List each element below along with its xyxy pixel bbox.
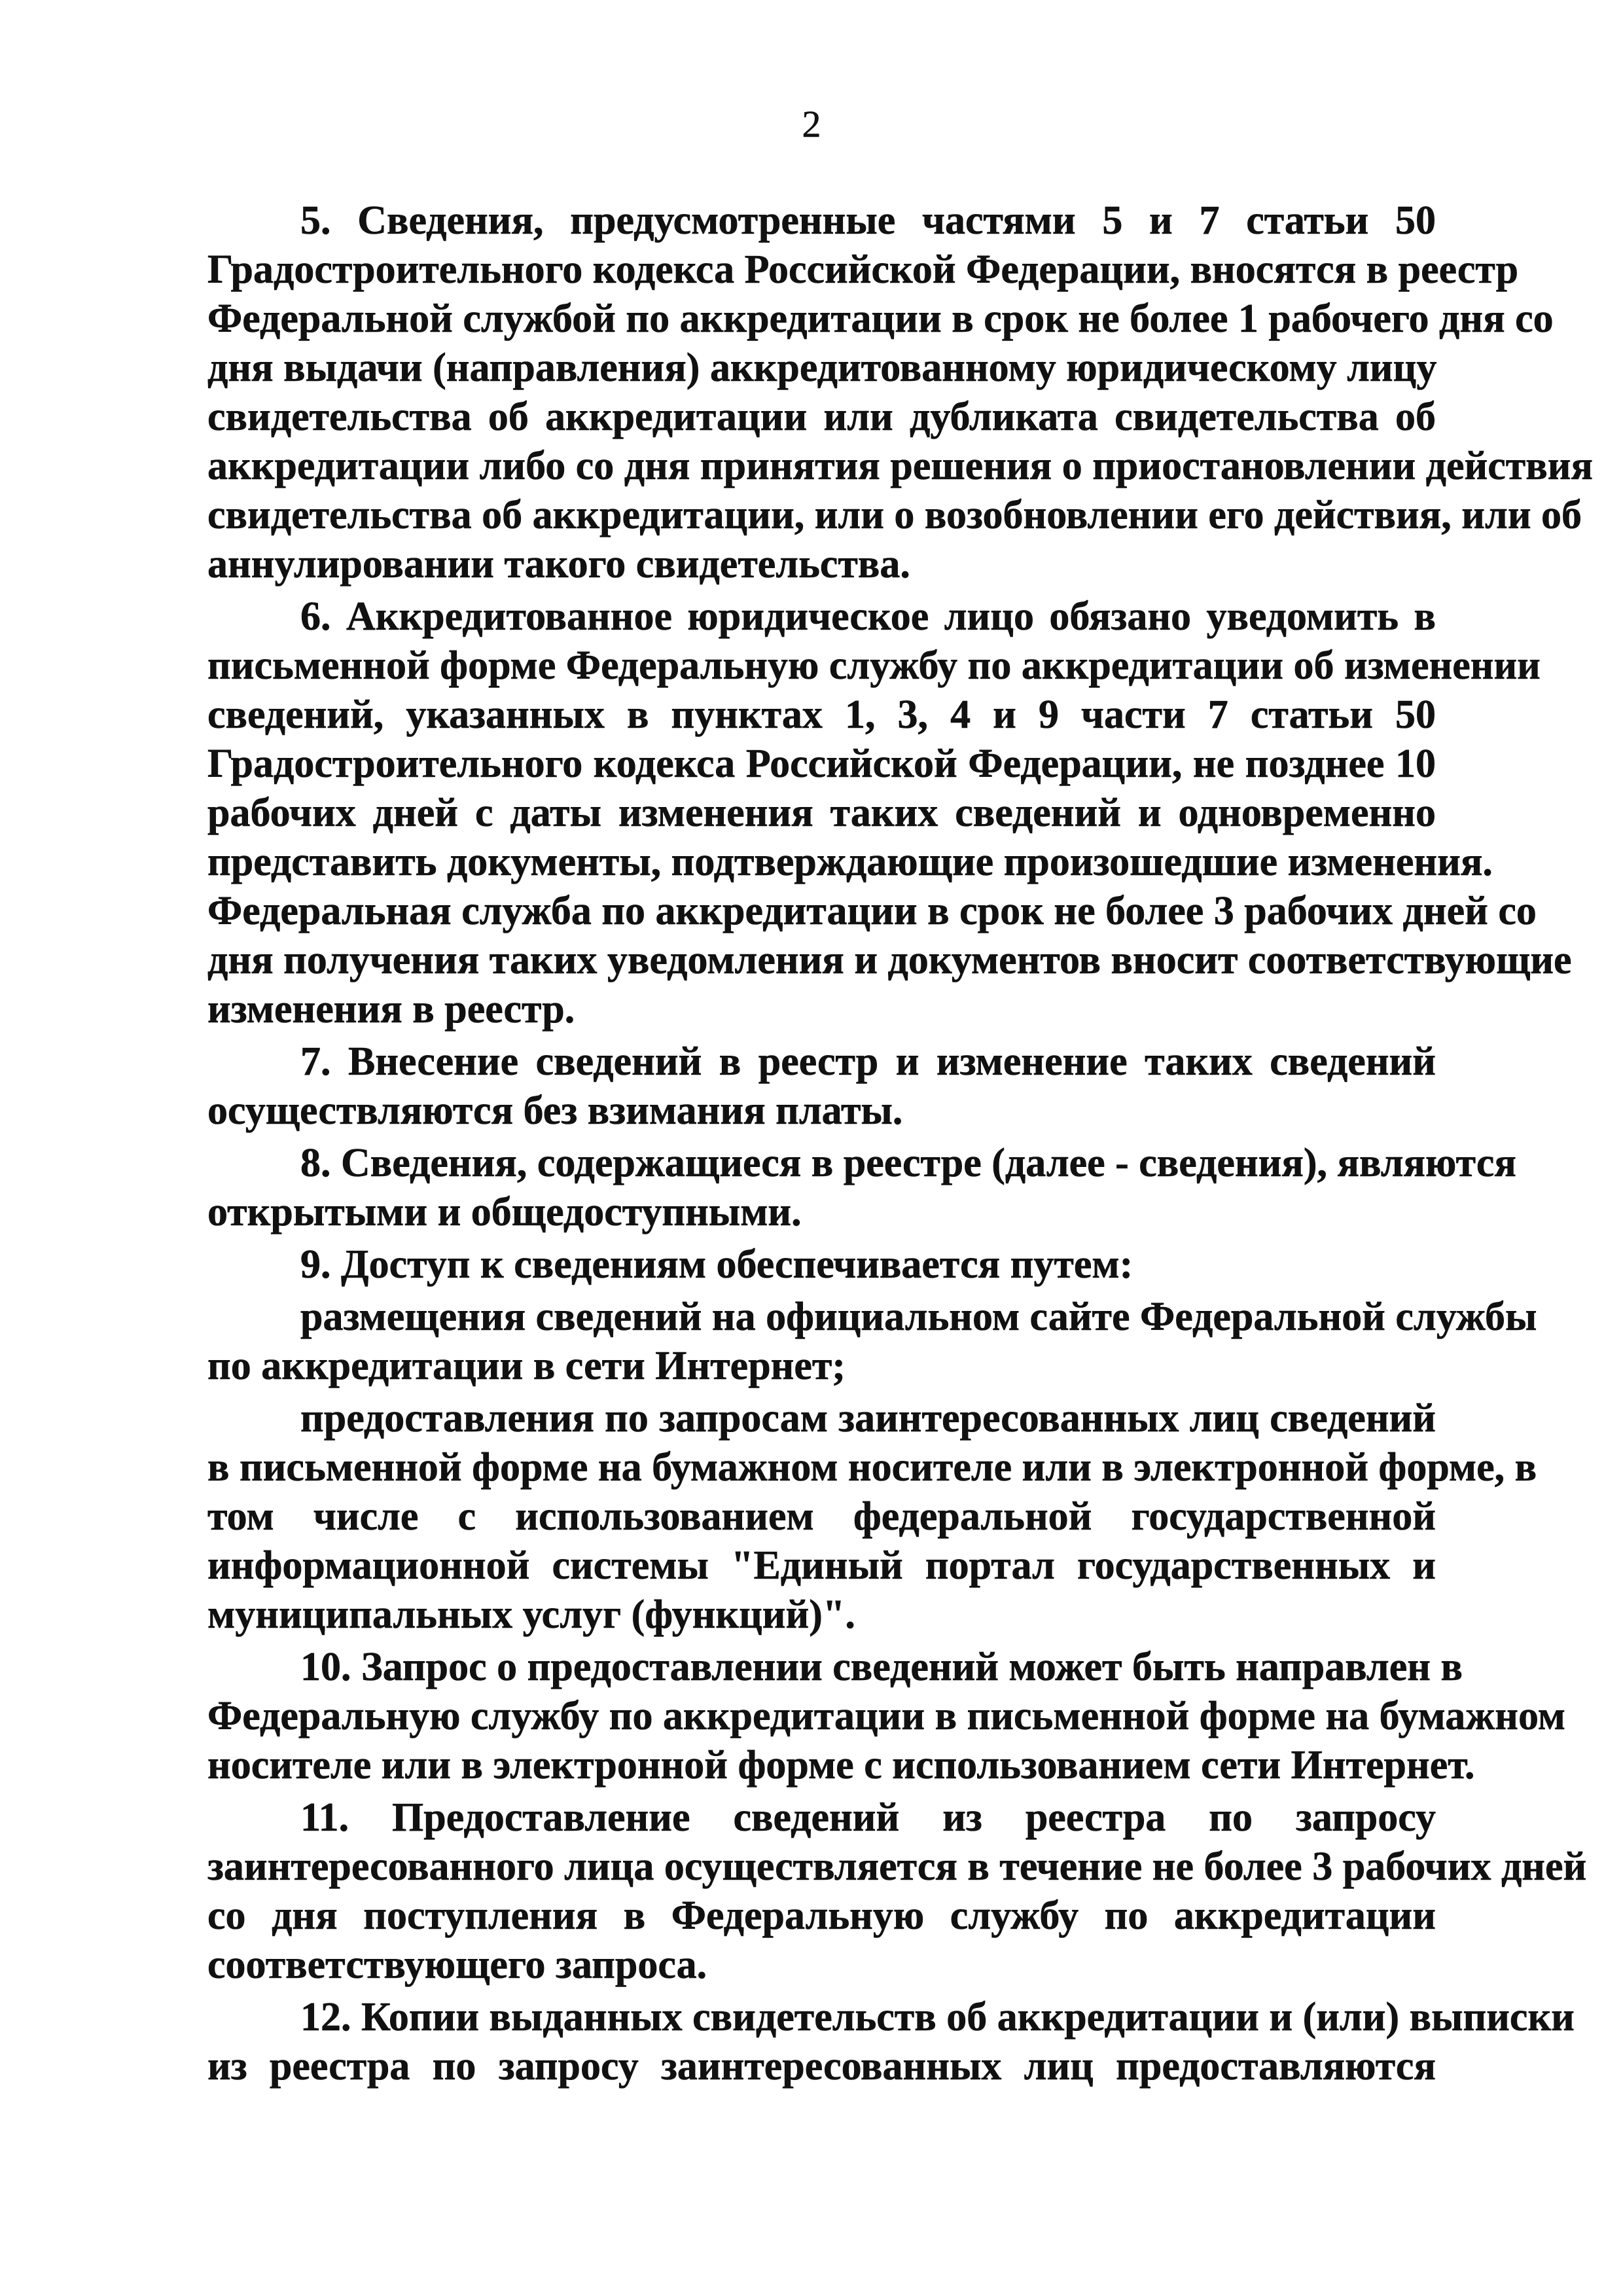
text-line: 8. Сведения, содержащиеся в реестре (далее - сведения), являются — [300, 1141, 1516, 1185]
text-line: дня выдачи (направления) аккредитованному юридическому лицу — [207, 346, 1437, 390]
text-line: 5. Сведения, предусмотренные частями 5 и 7 статьи 50 — [300, 198, 1436, 243]
text-line: 7. Внесение сведений в реестр и изменение таких сведений — [300, 1039, 1436, 1084]
text-line: 6. Аккредитованное юридическое лицо обязано уведомить в — [300, 594, 1436, 639]
text-line: носителе или в электронной форме с использованием сети Интернет. — [207, 1743, 1475, 1787]
text-line: рабочих дней с даты изменения таких сведений и одновременно — [207, 791, 1436, 835]
paragraph-p9b — [207, 1394, 1537, 1640]
text-line: осуществляются без взимания платы. — [207, 1088, 903, 1133]
text-line: Градостроительного кодекса Российской Федерации, не позднее 10 — [207, 742, 1436, 786]
text-line: открытыми и общедоступными. — [207, 1190, 802, 1234]
text-line: письменной форме Федеральную службу по аккредитации об изменении — [207, 643, 1541, 688]
text-line: по аккредитации в сети Интернет; — [207, 1344, 846, 1388]
paragraph-p7 — [207, 1037, 1436, 1136]
text-line: свидетельства об аккредитации, или о возобновлении его действия, или об — [207, 493, 1582, 537]
text-line: муниципальных услуг (функций)". — [207, 1592, 855, 1637]
text-line: дня получения таких уведомления и документов вносит соответствующие — [207, 938, 1572, 982]
text-line: соответствующего запроса. — [207, 1943, 707, 1987]
text-line: аккредитации либо со дня принятия решения о приостановлении действия — [207, 444, 1593, 488]
text-line: свидетельства об аккредитации или дубликата свидетельства об — [207, 395, 1436, 439]
text-line: Федеральной службой по аккредитации в срок не более 1 рабочего дня со — [207, 296, 1554, 341]
text-line: в письменной форме на бумажном носителе или в электронной форме, в — [207, 1445, 1537, 1490]
paragraph-p11 — [207, 1793, 1587, 1990]
text-line: Федеральная служба по аккредитации в срок не более 3 рабочих дней со — [207, 889, 1537, 933]
paragraph-p10 — [207, 1643, 1566, 1790]
text-line: Федеральную службу по аккредитации в письменной форме на бумажном — [207, 1694, 1566, 1738]
text-line: информационной системы "Единый портал государственных и — [207, 1543, 1436, 1588]
text-line: Градостроительного кодекса Российской Федерации, вносятся в реестр — [207, 247, 1519, 292]
text-line: 10. Запрос о предоставлении сведений может быть направлен в — [300, 1645, 1463, 1689]
text-line: со дня поступления в Федеральную службу по аккредитации — [207, 1893, 1436, 1938]
text-line: сведений, указанных в пунктах 1, 3, 4 и 9 части 7 статьи 50 — [207, 692, 1436, 737]
paragraph-p9 — [207, 1240, 1436, 1289]
text-line: представить документы, подтверждающие произошедшие изменения. — [207, 840, 1493, 884]
text-line: из реестра по запросу заинтересованных лиц предоставляются — [207, 2044, 1436, 2089]
text-line: том числе с использованием федеральной государственной — [207, 1494, 1436, 1539]
text-line: аннулировании такого свидетельства. — [207, 542, 910, 586]
text-line: заинтересованного лица осуществляется в течение не более 3 рабочих дней — [207, 1844, 1587, 1889]
paragraph-p9a — [207, 1293, 1537, 1391]
text-line: размещения сведений на официальном сайте Федеральной службы — [300, 1295, 1537, 1339]
text-line: предоставления по запросам заинтересованных лиц сведений — [300, 1396, 1436, 1441]
document-body — [207, 196, 1593, 2094]
paragraph-p8 — [207, 1139, 1516, 1237]
paragraph-p5 — [207, 196, 1593, 589]
paragraph-p12 — [207, 1993, 1575, 2091]
text-line: 11. Предоставление сведений из реестра по запросу — [300, 1795, 1436, 1840]
page-number: 2 — [802, 103, 821, 145]
text-line: 12. Копии выданных свидетельств об аккредитации и (или) выписки — [300, 1995, 1575, 2039]
text-line: 9. Доступ к сведениям обеспечивается путем: — [300, 1242, 1133, 1287]
paragraph-p6 — [207, 592, 1572, 1034]
text-line: изменения в реестр. — [207, 987, 575, 1031]
